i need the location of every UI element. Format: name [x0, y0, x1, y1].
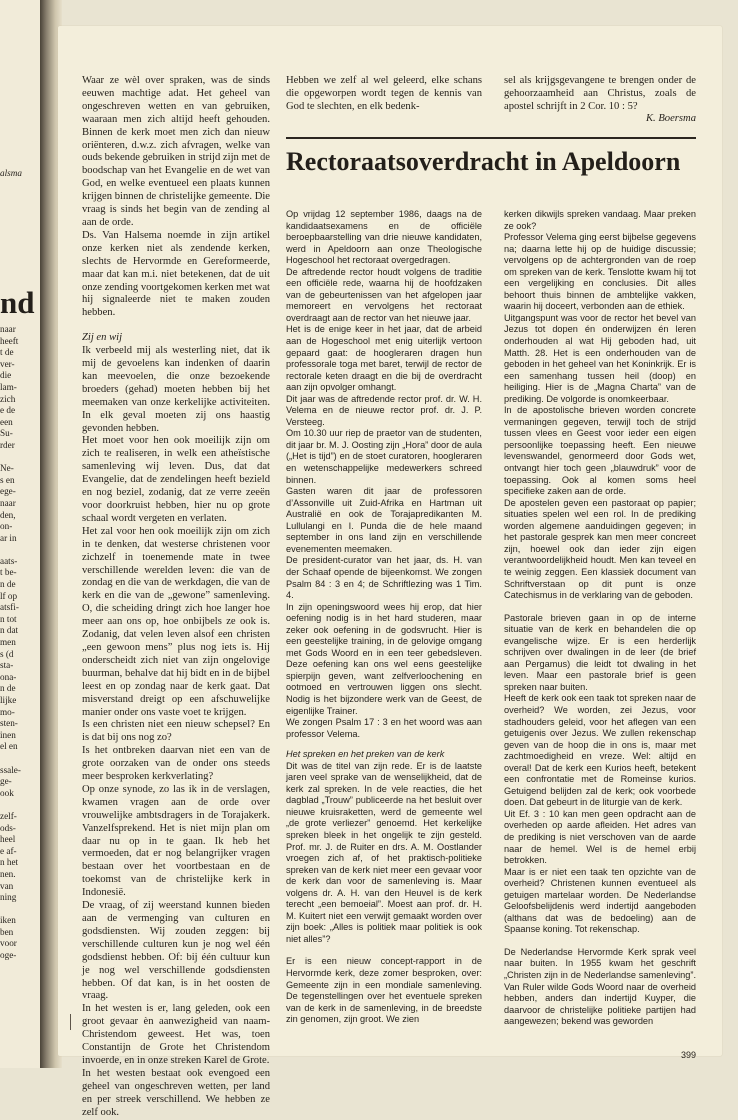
- previous-article-end-col3: [504, 75, 696, 114]
- page-number: 399: [680, 1050, 696, 1060]
- left-fragment-line: die: [0, 370, 12, 381]
- left-fragment-line: e de: [0, 405, 16, 416]
- paragraph: Hebben we zelf al wel geleerd, elke schans die opgeworpen wordt tegen de kennis van God te slechten, en elk bedenk-: [286, 75, 482, 112]
- left-fragment-line: Su-: [0, 428, 13, 439]
- paragraph: Gasten waren dit jaar de professoren d’Assonville uit Zuid-Afrika en Hartman uit Australië en ook de Torajapredikanten M. Lullulangi en I. Punda die de hele maand september in ons land zijn en verschillende evenementen meemaken.: [286, 486, 482, 554]
- left-fragment-line: ona-: [0, 671, 17, 682]
- left-page-fragment: [0, 0, 44, 1068]
- left-fragment-line: rder: [0, 439, 15, 450]
- left-fragment-line: n dat: [0, 625, 19, 636]
- left-fragment-line: t be-: [0, 567, 17, 578]
- paragraph: De vraag, of zij weerstand kunnen bieden aan de vermenging van culturen en godsdiensten. Wij zouden zeggen: bij verschillende culturen kun je nog wel één godsdienst hebben. Of: bij één cultuur kun je nog wel verschillende godsdiensten hebben. Of dat kan, is in het oosten de vraag.: [82, 900, 270, 1002]
- left-fragment-line: ar in: [0, 532, 17, 543]
- left-fragment-line: [0, 904, 44, 916]
- left-fragment-line: heeft: [0, 335, 19, 346]
- left-fragment-line: heel: [0, 834, 16, 845]
- paragraph: kerken dikwijls spreken vandaag. Maar preken ze ook?: [504, 209, 696, 231]
- paragraph: We zongen Psalm 17 : 3 en het woord was aan professor Velema.: [286, 717, 482, 739]
- left-fragment-line: den,: [0, 509, 16, 520]
- left-fragment-line: inen: [0, 729, 16, 740]
- left-fragment-line: [0, 544, 44, 556]
- paragraph: Dit jaar was de aftredende rector prof. dr. W. H. Velema en de nieuwe rector prof. dr. J. P. Versteeg.: [286, 393, 482, 427]
- page-edge-mark: [70, 1014, 71, 1030]
- paragraph: Op onze synode, zo las ik in de verslagen, kwamen vragen aan de orde over vrouwelijke ambtsdragers in de Torajakerk. Vanzelfsprekend. Het is niet mijn plan om daar nu op in te gaan. Ik heb het vermoeden, dat er nog belangrijker vragen bestaan over het voortbestaan en de toekomst van de christelijke kerk in Indonesië.: [82, 783, 270, 899]
- left-fragment-line: s (d: [0, 648, 14, 659]
- paragraph: In zijn openingswoord wees hij erop, dat hier oefening nodig is in het hard studeren, maar zeker ook oefening in de godsvrucht. Hier is een geestelijke training, in de gelovige omgang met Gods Woord en in een teer gebedsleven. Deze oefening kan ons wel eens geestelijke spierpijn geven, want zelfverloochening en ootmoed en vertrouwen liggen ons slecht. Nodig is het bijzondere werk van de Geest, de eigenlijke Trainer.: [286, 601, 482, 716]
- paragraph: Maar is er niet een taak ten opzichte van de overheid? Christenen kunnen eventueel als getuigen martelaar worden. De Nederlandse Geloofsbelijdenis werd indertijd aangeboden (althans dat was de bedoeling) aan de Spaanse koning. Tot rekenschap.: [504, 866, 696, 935]
- left-fragment-italic: alsma: [0, 168, 22, 178]
- left-fragment-lines: [0, 324, 44, 962]
- magazine-page: [58, 26, 722, 1118]
- paragraph: Pastorale brieven gaan in op de interne situatie van de kerk en behandelen die op evangelische wijze. Er is een herderlijk schrijven over dwalingen in de leer (de brief aan Pergamus) die leidt tot dwaling in het leven. Maar een pastorale brief is geen spreken naar buiten.: [504, 612, 696, 692]
- paragraph: Heeft de kerk ook een taak tot spreken naar de overheid? We worden, zei Jezus, voor stadhouders geleid, voor het aflegen van een getuigenis over Jezus. We zullen rekenschap geven van de hoop die in ons is, maar met zachtmoedigheid en vreze. Wel: altijd en overal! Dat de kerk een Kurios heeft, betekent een confrontatie met de Romeinse kurios. Getuigend belijden zal de kerk; ook voorbede doen. Dat gebeurt in de liturgie van de kerk.: [504, 693, 696, 808]
- subheading-zij-en-wij: Zij en wij: [82, 332, 123, 344]
- left-fragment-line: naar: [0, 324, 16, 334]
- column-1-intro: [82, 75, 270, 320]
- left-fragment-line: lf op: [0, 590, 18, 601]
- left-fragment-line: van: [0, 880, 14, 891]
- left-fragment-line: n de: [0, 579, 16, 590]
- previous-article-end-col2: [286, 75, 482, 114]
- paragraph: Op vrijdag 12 september 1986, daags na de kandidaatsexamens en de officiële beroepbaarstelling van drie nieuwe kandidaten, werd in Apeldoorn aan onze Theologische Hogeschool het rectoraat overgedragen.: [286, 209, 482, 266]
- left-fragment-line: ben: [0, 926, 14, 937]
- left-fragment-line: lam-: [0, 381, 17, 392]
- paragraph: De apostelen geven een pastoraat op papier; situaties spelen wel een rol. In de prediking worden algemene aanduidingen gegeven; in het pastorale gesprek kan men meer concreet zijn, hoewel ook dan ieder zijn eigen verantwoordelijkheid houdt. Men kan teveel en te weinig zeggen. Een klassiek document van Schriftverstaan op dit punt is onze Catechismus in de verklaring van de geboden.: [504, 497, 696, 601]
- article-column-2: [286, 209, 482, 1026]
- left-fragment-line: n de: [0, 683, 16, 694]
- paragraph: In de apostolische brieven worden concrete vermaningen gegeven, terwijl toch de strijd tussen vlees en Geest voor ieder een eigen persoonlijke toepassing heeft. Een nieuwe levenswandel, genormeerd door Gods wet, ontvangt hier toch geen „blauwdruk” voor de toepassing. Ook al komen soms heel specifieke zaken aan de orde.: [504, 405, 696, 497]
- left-fragment-line: [0, 452, 44, 464]
- left-fragment-line: aats-: [0, 555, 18, 566]
- left-fragment-line: oge-: [0, 950, 17, 961]
- paragraph: Ds. Van Halsema noemde in zijn artikel onze kerken niet als zendende kerken, slechts de Hervormde en Gereformeerde, maar dat kan m.i. niet betekenen, dat de uit onze zending voortgekomen kerken met wat hij signaleerde niet te maken zouden hebben.: [82, 229, 270, 319]
- paragraph: De president-curator van het jaar, ds. H. van der Schaaf opende de bijeenkomst. We zongen Psalm 84 : 3 en 4; de Schriftlezing was 1 Tim. 4.: [286, 555, 482, 601]
- left-fragment-line: ods-: [0, 822, 16, 833]
- left-fragment-line: on-: [0, 521, 13, 532]
- left-fragment-line: [0, 753, 44, 765]
- left-fragment-line: ssale-: [0, 764, 21, 775]
- paragraph: Is het ontbreken daarvan niet een van de grote oorzaken van de onder ons steeds meer besproken kerkverlating?: [82, 745, 270, 783]
- paragraph: Het is de enige keer in het jaar, dat de arbeid aan de Hogeschool met enig uiterlijk vertoon gepaard gaat: de hoogleraren dragen hun professorale toga met baret, terwijl de rector de rectorale keten draagt en die bij de overdracht aan zijn opvolger omhangt.: [286, 324, 482, 393]
- paragraph: Om 10.30 uur riep de praetor van de studenten, dit jaar br. M. J. Oosting zijn „Hora” door de aula („Het is tijd”) en de stoet curatoren, hoogleraren en wetenschappelijke medewerkers schreed binnen.: [286, 428, 482, 485]
- left-fragment-line: ver-: [0, 358, 15, 369]
- left-fragment-line: atsfi-: [0, 602, 19, 613]
- left-fragment-line: [0, 799, 44, 811]
- paragraph: Uit Ef. 3 : 10 kan men geen opdracht aan de overheden op aarde afleiden. Het adres van de prediking is niet verschoven van de aarde naar de hemel. Wel is de hemel erbij betrokken.: [504, 808, 696, 866]
- paragraph: sel als krijgsgevangene te brengen onder de gehoorzaamheid aan Christus, zoals de apostel schrijft in 2 Cor. 10 : 5?: [504, 75, 696, 112]
- left-fragment-line: sta-: [0, 660, 14, 671]
- left-fragment-line: e af-: [0, 845, 17, 856]
- section-divider: [286, 137, 696, 139]
- paragraph: Er is een nieuw concept-rapport in de Hervormde kerk, deze zomer besproken, over: Gemeente zijn in een mondiale samenleving. De tegenstellingen over het eventuele spreken van de kerk in de samenleving, in de breedste zin genomen, zijn groot. We zien: [286, 956, 482, 1025]
- left-fragment-line: lijke: [0, 695, 17, 705]
- left-fragment-line: naar: [0, 497, 16, 508]
- left-fragment-line: voor: [0, 938, 17, 949]
- paragraph: Professor Velema ging eerst bijbelse gegevens na; daarna lette hij op de huidige discussie; vervolgens op de achtergronden van de roep om spreken van de kerk. Tenslotte kwam hij tot een vergelijking en conclusies. Dit alles behoort thuis binnen de ambtelijke vakken, waarin hij doceert, verbonden aan de ethiek.: [504, 232, 696, 312]
- paragraph: In het westen bestaat ook evengoed een geheel van ongeschreven wetten, per land en per streek verschillend. We hebben ze zelf ook.: [82, 1067, 270, 1118]
- left-fragment-line: zich: [0, 393, 16, 404]
- author-signature: K. Boersma: [645, 113, 696, 124]
- paragraph: Het moet voor hen ook moeilijk zijn om zich te realiseren, in welk een atheïstische samenleving wij leven. Dus, dat dat Evangelie, dat de zendelingen heeft bezield en nog beziel, zodanig, dat ze verre zeeën voor doorkruist hebben, hier nu op grote schaal wordt vergeten en verlaten.: [82, 435, 270, 524]
- left-fragment-title: nd: [0, 285, 35, 320]
- left-fragment-line: s en: [0, 474, 15, 485]
- column-1: [82, 75, 270, 1120]
- article-column-3: [504, 209, 696, 1028]
- paragraph: De aftredende rector houdt volgens de traditie een officiële rede, waarna hij de hoofdzaken van de gebeurtenissen van het afgelopen jaar memoreert en vervolgens het rectoraat overdraagt aan de rector van het nieuwe jaar.: [286, 266, 482, 323]
- paragraph: Is een christen niet een nieuw schepsel? En is dat bij ons nog zo?: [82, 719, 270, 744]
- left-fragment-line: ook: [0, 787, 14, 798]
- left-fragment-line: nen.: [0, 868, 16, 879]
- paragraph: Het zal voor hen ook moeilijk zijn om zich in te denken, dat westerse christenen voor zichzelf in toenemende mate in twee verschillende werelden leven: die van de zondag en die van de werkdagen, die van de kerk en die van de „gewone” samenleving. O, die scheiding dringt zich hoe langer hoe meer aan ons op, hoe onbijbels ze ook is. Zodanig, dat velen leven alsof een christen „een gewoon mens” plus nog iets is. Hij onderscheidt zich niet van zijn ongelovige buurman, behalve dat hij bidt en in de bijbel leest en op zondag naar de kerk gaat. Dat misverstand dreigt op een afschuwelijke manier onder ons vaste voet te krijgen.: [82, 525, 270, 718]
- paragraph: Dit was de titel van zijn rede. Er is de laatste jaren veel sprake van de wenselijkheid, dat de kerk zal spreken. In de vele reacties, die het dagblad „Trouw” publiceerde na het besluit over nieuwe kruisraketten, werd de gemeente wel „de grote verliezer” genoemd. Het kerkelijke spreken bleek in het ongelijk te zijn gesteld. Prof. mr. J. de Ruiter en drs. A. M. Oostlander vroegen zich af, of het praktisch-politieke spreken van de kerk niet meer een gevaar voor de kerk dan voor de samenleving is. Maar volgens dr. A. H. van den Heuvel is de kerk terecht „een bemoeial”. Moest aan prof. dr. H. M. Kuitert niet een verwijt gemaakt worden over zijn boek: „Alles is politiek maar politiek is ook niet alles”?: [286, 760, 482, 944]
- left-fragment-line: zelf-: [0, 810, 17, 821]
- left-fragment-line: ege-: [0, 486, 16, 497]
- subheading-spreken-en-preken: Het spreken en het preken van de kerk: [286, 749, 445, 760]
- left-fragment-line: sten-: [0, 718, 18, 729]
- left-fragment-line: n tot: [0, 613, 17, 624]
- article-headline: Rectoraatsoverdracht in Apeldoorn: [286, 147, 681, 176]
- paragraph: De Nederlandse Hervormde Kerk sprak veel naar buiten. In 1955 kwam het geschrift „Christen zijn in de Nederlandse samenleving”. Van Ruler wilde Gods Woord naar de overheid hebben, anders dan indertijd Kuyper, die daarvoor de christelijke politieke partijen had aangewezen; bekend was geworden: [504, 946, 696, 1027]
- left-fragment-line: mo-: [0, 706, 15, 717]
- paragraph: Uitgangspunt was voor de rector het bevel van Jezus tot dopen én onderwijzen én leren onderhouden al wat Hij geboden had, uit Matth. 28. Het is een onderhouden van de geboden in het geheel van het Koninkrijk. Er is een samenhang tussen heil (doop) en heiliging. Hier is de „Magna Charta” van de prediking. De volgorde is onomkeerbaar.: [504, 312, 696, 404]
- left-fragment-line: ge-: [0, 776, 12, 787]
- left-fragment-line: men: [0, 637, 16, 648]
- left-fragment-line: ning: [0, 892, 17, 903]
- left-fragment-line: Ne-: [0, 463, 14, 474]
- left-fragment-line: t de: [0, 347, 14, 358]
- paragraph: Ik verbeeld mij als westerling niet, dat ik mij de gevoelens kan indenken of daarin kan meevoelen, die onze bezoekende broeders (gehad) moeten hebben bij het meemaken van onze kerkelijke activiteiten. In elk geval moeten zij ons haastig gevonden hebben.: [82, 345, 270, 434]
- left-fragment-line: iken: [0, 915, 16, 926]
- left-fragment-line: n het: [0, 857, 19, 868]
- paragraph: In het westen is er, lang geleden, ook een groot gevaar èn aanwezigheid van naam-Christendom geweest. Het was, toen Constantijn de Grote het Christendom invoerde, en in onze streken Karel de Grote.: [82, 1003, 270, 1066]
- paragraph: Waar ze wèl over spraken, was de sinds eeuwen machtige adat. Het geheel van ongeschreven wetten en van gebruiken, waaraan men zich altijd heeft gehouden. Binnen de kerk moet men zich dan nieuw oriënteren, d.w.z. zich afvragen, welke van ouds bekende gebruiken in strijd zijn met de boodschap van het Evangelie en de wet van God, en welke eventueel een plaats kunnen krijgen binnen de christelijke gemeente. Die vraag is sinds het begin van de zending al aan de orde.: [82, 75, 270, 228]
- left-fragment-line: een: [0, 416, 13, 427]
- left-fragment-line: el en: [0, 741, 18, 752]
